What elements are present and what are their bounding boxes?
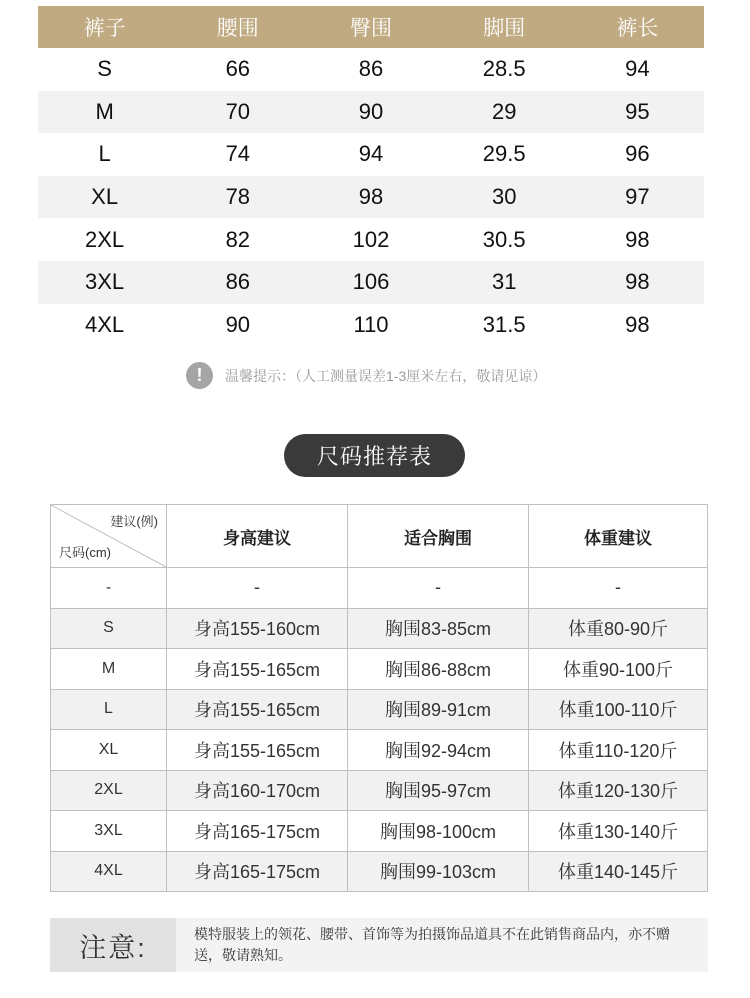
table-cell: M bbox=[95, 98, 114, 124]
table-cell: 90 bbox=[225, 311, 251, 337]
table-cell: 胸围92-94cm bbox=[348, 730, 529, 771]
table-cell: 70 bbox=[225, 98, 251, 124]
table-cell: 体重90-100斤 bbox=[529, 649, 708, 690]
table-cell: 胸围99-103cm bbox=[348, 851, 529, 892]
header-cell: 腰围 bbox=[216, 17, 259, 40]
table-cell: 身高165-175cm bbox=[167, 811, 348, 852]
corner-label-bottom: 尺码(cm) bbox=[59, 545, 111, 560]
table-cell: 胸围98-100cm bbox=[348, 811, 529, 852]
table-cell: 90 bbox=[358, 98, 384, 124]
table-cell: 身高155-165cm bbox=[167, 730, 348, 771]
table-cell: 体重110-120斤 bbox=[529, 730, 708, 771]
table-cell: 身高165-175cm bbox=[167, 851, 348, 892]
table-cell: 体重100-110斤 bbox=[529, 689, 708, 730]
table-cell: 95 bbox=[625, 98, 650, 124]
header-cell: 裤长 bbox=[616, 17, 659, 40]
table-cell: 胸围86-88cm bbox=[348, 649, 529, 690]
section-title: 尺码推荐表 bbox=[284, 434, 465, 477]
table-row bbox=[38, 133, 704, 176]
table-cell: 胸围89-91cm bbox=[348, 689, 529, 730]
table-row bbox=[51, 811, 708, 852]
table-cell: 86 bbox=[225, 269, 251, 295]
size-chart-header bbox=[38, 6, 704, 48]
size-chart-table bbox=[38, 6, 704, 346]
table-cell: 82 bbox=[225, 226, 251, 252]
table-cell: - bbox=[167, 568, 348, 609]
table-cell: 4XL bbox=[51, 851, 167, 892]
table-cell: 106 bbox=[352, 269, 390, 295]
table-cell: 体重80-90斤 bbox=[529, 608, 708, 649]
tip-text: 温馨提示：（人工测量误差1-3厘米左右，敬请见谅） bbox=[225, 367, 547, 384]
table-row bbox=[38, 261, 704, 304]
table-cell: 66 bbox=[225, 56, 251, 82]
table-cell: S bbox=[97, 56, 112, 82]
table-cell: 86 bbox=[358, 56, 384, 82]
table-cell: 4XL bbox=[85, 311, 125, 337]
table-cell: 74 bbox=[225, 141, 251, 167]
table-cell: 3XL bbox=[85, 269, 125, 295]
header-cell: 裤子 bbox=[83, 17, 126, 40]
table-cell: 98 bbox=[625, 269, 650, 295]
table-cell: XL bbox=[51, 730, 167, 771]
table-row bbox=[51, 770, 708, 811]
header-cell: 体重建议 bbox=[529, 505, 708, 568]
table-cell: 98 bbox=[625, 311, 650, 337]
table-row bbox=[38, 48, 704, 91]
corner-label-top: 建议(例) bbox=[110, 514, 158, 529]
table-row bbox=[38, 304, 704, 347]
header-cell: 适合胸围 bbox=[348, 505, 529, 568]
table-cell: 94 bbox=[358, 141, 384, 167]
table-cell: 110 bbox=[353, 311, 389, 337]
table-cell: 体重120-130斤 bbox=[529, 770, 708, 811]
notice-label: 注意: bbox=[50, 918, 176, 972]
table-cell: 体重130-140斤 bbox=[529, 811, 708, 852]
table-row bbox=[51, 608, 708, 649]
table-cell: L bbox=[51, 689, 167, 730]
table-row bbox=[51, 649, 708, 690]
table-row bbox=[51, 851, 708, 892]
table-cell: 94 bbox=[625, 56, 650, 82]
table-row bbox=[38, 218, 704, 261]
table-cell: 2XL bbox=[85, 226, 125, 252]
table-cell: XL bbox=[91, 184, 119, 210]
table-cell: - bbox=[348, 568, 529, 609]
table-cell: 30.5 bbox=[482, 226, 526, 252]
table-cell: 31.5 bbox=[482, 311, 526, 337]
table-cell: 胸围83-85cm bbox=[348, 608, 529, 649]
table-cell: 29 bbox=[491, 98, 517, 124]
table-row bbox=[38, 176, 704, 219]
table-cell: 胸围95-97cm bbox=[348, 770, 529, 811]
table-cell: 102 bbox=[352, 226, 390, 252]
table-cell: 96 bbox=[625, 141, 650, 167]
header-cell: 身高建议 bbox=[167, 505, 348, 568]
notice-box bbox=[50, 918, 708, 972]
table-cell: 体重140-145斤 bbox=[529, 851, 708, 892]
table-row bbox=[51, 689, 708, 730]
table-cell: 2XL bbox=[51, 770, 167, 811]
exclamation-icon: ! bbox=[186, 362, 213, 389]
size-recommendation-table bbox=[50, 504, 708, 892]
table-cell: 98 bbox=[358, 184, 384, 210]
table-cell: 28.5 bbox=[482, 56, 526, 82]
table-cell: 身高155-165cm bbox=[167, 689, 348, 730]
measurement-tip bbox=[186, 362, 546, 389]
table-cell: M bbox=[51, 649, 167, 690]
table-row bbox=[51, 730, 708, 771]
table-cell: 身高160-170cm bbox=[167, 770, 348, 811]
table-cell: 3XL bbox=[51, 811, 167, 852]
table-cell: 身高155-165cm bbox=[167, 649, 348, 690]
table-cell: S bbox=[51, 608, 167, 649]
table-cell: 78 bbox=[225, 184, 251, 210]
table-row bbox=[38, 91, 704, 134]
table-cell: L bbox=[98, 141, 111, 167]
table-cell: 98 bbox=[625, 226, 650, 252]
table-cell: 31 bbox=[491, 269, 517, 295]
table-cell: 身高155-160cm bbox=[167, 608, 348, 649]
header-cell: 臀围 bbox=[350, 17, 392, 40]
corner-cell bbox=[51, 505, 167, 568]
table-cell: 30 bbox=[491, 184, 517, 210]
notice-text: 模特服装上的领花、腰带、首饰等为拍摄饰品道具不在此销售商品内，亦不赠送，敬请熟知。 bbox=[194, 926, 670, 963]
table-cell: - bbox=[529, 568, 708, 609]
table-row bbox=[51, 568, 708, 609]
table-cell: - bbox=[51, 568, 167, 609]
table-cell: 29.5 bbox=[482, 141, 526, 167]
table-header-row bbox=[51, 505, 708, 568]
header-cell: 脚围 bbox=[483, 17, 526, 40]
table-cell: 97 bbox=[625, 184, 650, 210]
